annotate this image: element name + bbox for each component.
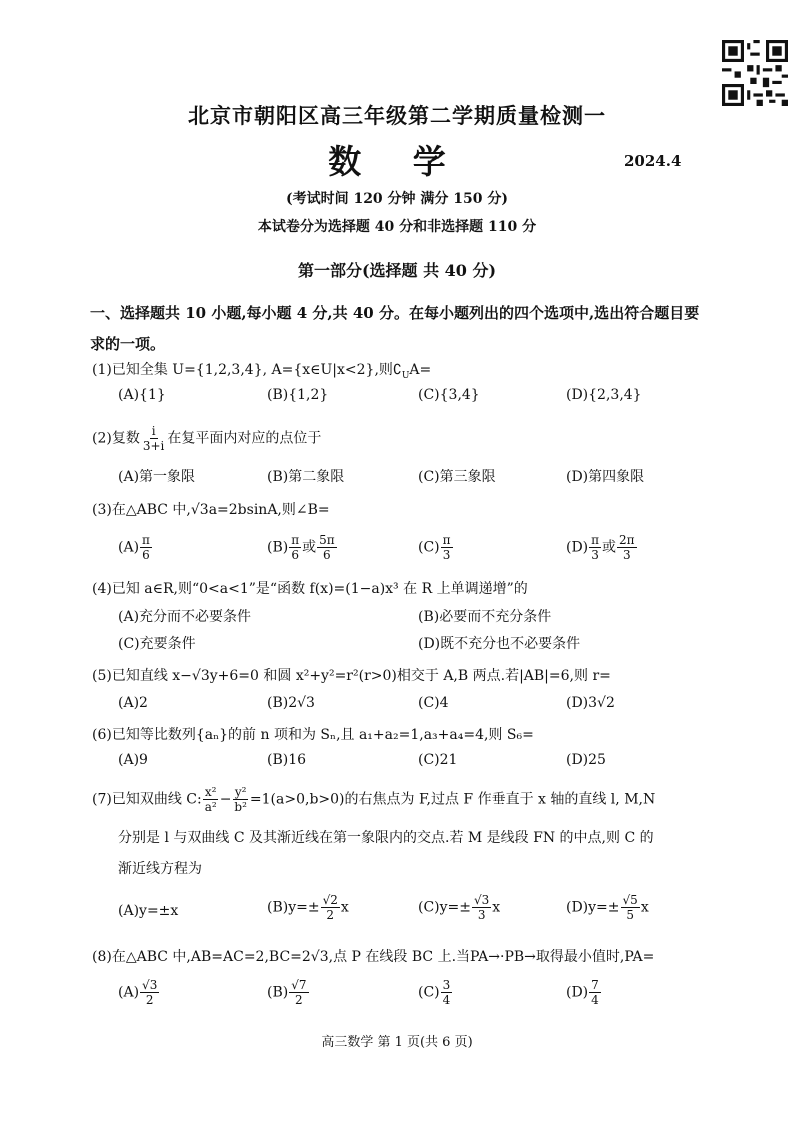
- q2-option-c[interactable]: (C)第三象限: [418, 469, 496, 485]
- q5-option-c[interactable]: (C)4: [418, 695, 449, 711]
- q7-option-b[interactable]: (B)y=± $\frac{√2}{2}$ x: [267, 893, 349, 922]
- question-1-stem: (1)已知全集 U={1,2,3,4}, A={x∈U|x<2},则$∁_UA=$: [92, 362, 432, 381]
- q5-option-d[interactable]: (D)3√2: [566, 695, 615, 711]
- qr-code-icon[interactable]: [722, 40, 788, 106]
- q5-option-a[interactable]: (A)2: [118, 695, 148, 711]
- q6-option-d[interactable]: (D)25: [566, 752, 606, 768]
- q1-option-c[interactable]: (C){3,4}: [418, 387, 480, 403]
- question-7-stem: (7)已知双曲线 C: $\frac{\text{x²}}{\text{a²}}$ − $\frac{\text{y²}}{\text{b²}}$ =1(a>0,b>0)的右焦点为 F,过点 F 作垂直于 x 轴的直线 l, M,N: [92, 785, 656, 814]
- question-7-line-2: 分别是 l 与双曲线 C 及其渐近线在第一象限内的交点.若 M 是线段 FN 的中点,则 C 的: [118, 830, 654, 846]
- q6-option-a[interactable]: (A)9: [118, 752, 148, 768]
- subject-title: 数 学: [328, 142, 466, 181]
- question-5-stem: (5)已知直线 x−√3y+6=0 和圆 x²+y²=r²(r>0)相交于 A,B 两点.若|AB|=6,则 r=: [92, 668, 611, 684]
- question-4-stem: (4)已知 a∈R,则“0<a<1”是“函数 f(x)=(1−a)x³ 在 R 上单调递增”的: [92, 581, 528, 597]
- page-footer: 高三数学 第 1 页(共 6 页): [321, 1035, 473, 1050]
- question-7-line-3: 渐近线方程为: [118, 861, 202, 877]
- q6-option-b[interactable]: (B)16: [267, 752, 307, 768]
- q8-option-c[interactable]: (C) $\frac{3}{4}$: [418, 978, 451, 1007]
- exam-date: 2024.4: [624, 152, 682, 170]
- q3-option-c[interactable]: (C) $\frac{\pi}{3}$: [418, 533, 451, 562]
- question-3-stem: (3)在△ABC 中,√3a=2bsinA,则∠B=: [92, 502, 330, 518]
- q5-option-b[interactable]: (B)2√3: [267, 695, 315, 711]
- q3-option-d[interactable]: (D) $\frac{\pi}{3}$ 或 $\frac{2\pi}{3}$: [566, 533, 635, 562]
- q6-option-c[interactable]: (C)21: [418, 752, 458, 768]
- q4-option-a[interactable]: (A)充分而不必要条件: [118, 609, 252, 625]
- part-title: 第一部分(选择题 共 40 分): [297, 261, 497, 280]
- score-info: 本试卷分为选择题 40 分和非选择题 110 分: [257, 219, 537, 235]
- q2-option-a[interactable]: (A)第一象限: [118, 469, 196, 485]
- q4-option-d[interactable]: (D)既不充分也不必要条件: [418, 636, 581, 652]
- q1-option-a[interactable]: (A){1}: [118, 387, 166, 403]
- exam-title: 北京市朝阳区高三年级第二学期质量检测一: [188, 103, 606, 128]
- q7-option-c[interactable]: (C)y=± $\frac{√3}{3}$ x: [418, 893, 501, 922]
- question-6-stem: (6)已知等比数列{aₙ}的前 n 项和为 Sₙ,且 a₁+a₂=1,a₃+a₄=4,则 S₆=: [92, 727, 534, 743]
- q4-option-c[interactable]: (C)充要条件: [118, 636, 196, 652]
- q3-option-a[interactable]: (A) $\frac{\pi}{6}$: [118, 533, 150, 562]
- q7-option-d[interactable]: (D)y=± $\frac{√5}{5}$ x: [566, 893, 649, 922]
- q2-option-d[interactable]: (D)第四象限: [566, 469, 645, 485]
- q3-option-b[interactable]: (B) $\frac{\pi}{6}$ 或 $\frac{5\pi}{6}$: [267, 533, 335, 562]
- q1-option-d[interactable]: (D){2,3,4}: [566, 387, 642, 403]
- question-2-stem: (2)复数 $\frac{i}{3+i}$ 在复平面内对应的点位于: [92, 424, 322, 453]
- q7-option-a[interactable]: (A)y=±x: [118, 903, 179, 919]
- q4-option-b[interactable]: (B)必要而不充分条件: [418, 609, 552, 625]
- q1-option-b[interactable]: (B){1,2}: [267, 387, 329, 403]
- q2-option-b[interactable]: (B)第二象限: [267, 469, 345, 485]
- q8-option-a[interactable]: (A) $\frac{√3}{2}$: [118, 978, 158, 1007]
- time-info: (考试时间 120 分钟 满分 150 分): [285, 191, 509, 207]
- q8-option-d[interactable]: (D) $\frac{7}{4}$: [566, 978, 599, 1007]
- section-intro: 一、选择题共 10 小题,每小题 4 分,共 40 分。在每小题列出的四个选项中,选出符合题目要求的一项。: [90, 304, 700, 353]
- q8-option-b[interactable]: (B) $\frac{√7}{2}$: [267, 978, 307, 1007]
- question-8-stem: (8)在△ABC 中,AB=AC=2,BC=2√3,点 P 在线段 BC 上.当PA→·PB→取得最小值时,PA=: [92, 949, 655, 965]
